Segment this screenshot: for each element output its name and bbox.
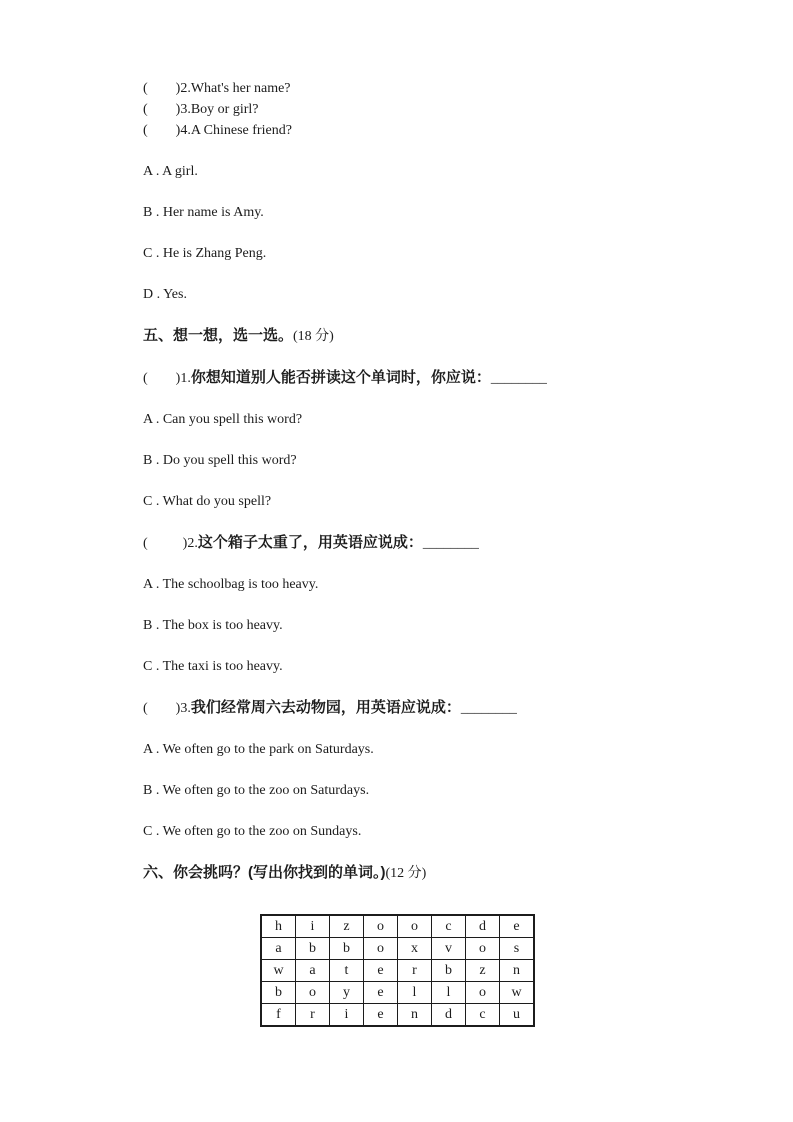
grid-cell: s <box>500 938 535 960</box>
question-body: 你想知道别人能否拼读这个单词时，你应说： <box>190 369 491 386</box>
question-item-4: ( )4.A Chinese friend? <box>143 123 292 138</box>
grid-cell: e <box>364 982 398 1004</box>
question-item-2: ( )2.What's her name? <box>143 81 291 96</box>
question-prefix: ( )3. <box>143 701 191 716</box>
letter-grid-body <box>261 915 534 1026</box>
option-item-d: D . Yes. <box>143 287 187 302</box>
grid-cell: b <box>261 982 296 1004</box>
grid-cell: o <box>398 915 432 938</box>
grid-cell: a <box>261 938 296 960</box>
grid-cell: z <box>330 915 364 938</box>
option-item-a: A . A girl. <box>143 164 198 179</box>
grid-cell: b <box>330 938 364 960</box>
grid-cell: a <box>296 960 330 982</box>
grid-row <box>261 1004 534 1027</box>
grid-cell: e <box>364 960 398 982</box>
grid-cell: z <box>466 960 500 982</box>
section5-question-3 <box>143 697 733 719</box>
grid-cell: l <box>398 982 432 1004</box>
grid-cell: o <box>364 915 398 938</box>
question-prefix: ( )1. <box>143 371 191 386</box>
grid-cell: e <box>500 915 535 938</box>
grid-cell: e <box>364 1004 398 1027</box>
option-item-c: C . The taxi is too heavy. <box>143 659 283 674</box>
section5-score: (18 分) <box>293 329 334 344</box>
grid-cell: r <box>398 960 432 982</box>
option-item-b: B . We often go to the zoo on Saturdays. <box>143 783 370 798</box>
option-item-a: A . The schoolbag is too heavy. <box>143 577 319 592</box>
option-item-c: C . We often go to the zoo on Sundays. <box>143 824 362 839</box>
grid-cell: w <box>500 982 535 1004</box>
grid-cell: b <box>296 938 330 960</box>
grid-row <box>261 960 534 982</box>
grid-cell: d <box>466 915 500 938</box>
answer-blank: ________ <box>422 536 479 551</box>
option-item-c: C . He is Zhang Peng. <box>143 246 267 261</box>
section6-title: 六、你会挑吗？(写出你找到的单词。) <box>143 864 386 881</box>
grid-cell: y <box>330 982 364 1004</box>
grid-cell: n <box>398 1004 432 1027</box>
section5-header <box>143 325 733 347</box>
grid-cell: h <box>261 915 296 938</box>
section6-header <box>143 862 733 884</box>
answer-blank: ________ <box>460 701 517 716</box>
option-item-b: B . Her name is Amy. <box>143 205 264 220</box>
grid-cell: o <box>466 982 500 1004</box>
grid-cell: o <box>364 938 398 960</box>
grid-cell: x <box>398 938 432 960</box>
grid-cell: w <box>261 960 296 982</box>
grid-cell: l <box>432 982 466 1004</box>
grid-cell: c <box>466 1004 500 1027</box>
grid-cell: n <box>500 960 535 982</box>
option-item-b: B . The box is too heavy. <box>143 618 283 633</box>
grid-cell: d <box>432 1004 466 1027</box>
grid-cell: f <box>261 1004 296 1027</box>
letter-grid-table <box>260 914 535 1027</box>
grid-row <box>261 982 534 1004</box>
section5-question-2 <box>143 532 733 554</box>
grid-cell: b <box>432 960 466 982</box>
option-item-a: A . Can you spell this word? <box>143 412 303 427</box>
grid-cell: t <box>330 960 364 982</box>
answer-blank: ________ <box>490 371 547 386</box>
grid-cell: i <box>296 915 330 938</box>
grid-cell: v <box>432 938 466 960</box>
section5-title: 五、想一想，选一选。 <box>143 327 294 344</box>
question-prefix: ( )2. <box>143 536 198 551</box>
question-item-3: ( )3.Boy or girl? <box>143 102 259 117</box>
section6-score: (12 分) <box>385 866 427 881</box>
question-body: 我们经常周六去动物园，用英语应说成： <box>190 699 461 716</box>
section5-question-1 <box>143 367 733 389</box>
grid-cell: r <box>296 1004 330 1027</box>
grid-row <box>261 938 534 960</box>
grid-row <box>261 915 534 938</box>
grid-cell: c <box>432 915 466 938</box>
option-item-b: B . Do you spell this word? <box>143 453 297 468</box>
grid-cell: i <box>330 1004 364 1027</box>
grid-cell: o <box>466 938 500 960</box>
grid-cell: o <box>296 982 330 1004</box>
option-item-c: C . What do you spell? <box>143 494 272 509</box>
question-body: 这个箱子太重了，用英语应说成： <box>197 534 423 551</box>
option-item-a: A . We often go to the park on Saturdays. <box>143 742 374 757</box>
grid-cell: u <box>500 1004 535 1027</box>
